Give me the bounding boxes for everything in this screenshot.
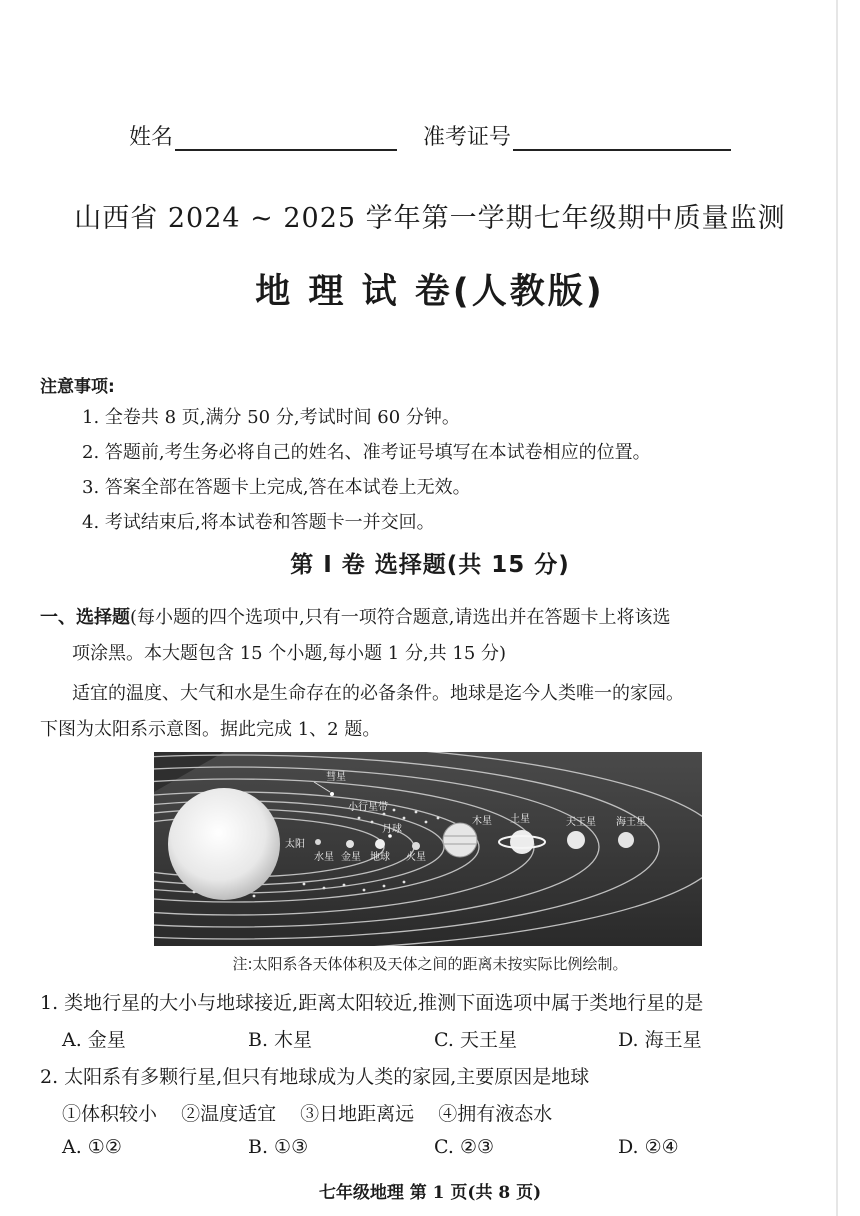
question-intro [40,600,830,672]
label-neptune: 海王星 [616,817,646,828]
page-footer: 七年级地理 第 1 页(共 8 页) [318,1183,542,1203]
mercury [315,839,321,845]
page-edge-rule [836,0,838,1216]
option-a[interactable]: A. ①② [62,1136,122,1158]
exam-id-blank-line[interactable] [513,129,731,151]
earth [375,839,385,849]
question-2-statements [62,1099,570,1126]
solar-system-figure [154,752,702,946]
label-sun: 太阳 [285,839,305,850]
name-blank-line[interactable] [175,129,397,151]
notes-item: 1. 全卷共 8 页,满分 50 分,考试时间 60 分钟。 [82,407,460,428]
label-saturn: 土星 [510,814,530,825]
uranus [567,831,585,849]
notes-item: 4. 考试结束后,将本试卷和答题卡一并交回。 [82,512,435,533]
option-b[interactable]: B. 木星 [248,1029,313,1051]
label-mars: 火星 [406,852,426,863]
statement-2: ②温度适宜 [181,1103,277,1125]
neptune [618,832,634,848]
statement-3: ③日地距离远 [300,1103,415,1125]
option-b[interactable]: B. ①③ [248,1136,309,1158]
jupiter [443,823,477,857]
label-jupiter: 木星 [472,816,492,827]
option-d[interactable]: D. 海王星 [618,1029,702,1051]
question-2-stem: 2. 太阳系有多颗行星,但只有地球成为人类的家园,主要原因是地球 [40,1066,590,1088]
saturn [510,830,534,854]
name-label: 姓名 [128,125,173,150]
question-1-stem: 1. 类地行星的大小与地球接近,距离太阳较近,推测下面选项中属于类地行星的是 [40,992,704,1014]
notes-list [82,400,822,540]
option-c[interactable]: C. 天王星 [434,1029,517,1051]
sun [168,788,280,900]
question-type-lead: 一、选择题 [40,607,130,628]
label-asteroid-belt: 小行星带 [348,802,388,813]
statement-1: ①体积较小 [62,1103,158,1125]
label-earth: 地球 [370,852,390,863]
material-line: 适宜的温度、大气和水是生命存在的必备条件。地球是迄今人类唯一的家园。 [72,683,684,704]
figure-caption: 注:太阳系各天体体积及天体之间的距离未按实际比例绘制。 [232,955,628,973]
material-paragraph [40,676,830,748]
question-instructions: (每小题的四个选项中,只有一项符合题意,请选出并在答题卡上将该选 [130,607,671,628]
notes-heading: 注意事项: [40,377,115,397]
notes-item: 3. 答案全部在答题卡上完成,答在本试卷上无效。 [82,477,471,498]
exam-title: 山西省 2024 ~ 2025 学年第一学期七年级期中质量监测 [74,203,786,234]
label-venus: 金星 [341,852,361,863]
label-comet: 彗星 [326,772,346,783]
notes-item: 2. 答题前,考生务必将自己的姓名、准考证号填写在本试卷相应的位置。 [82,442,651,463]
subject-title: 地 理 试 卷(人教版) [255,272,605,312]
option-d[interactable]: D. ②④ [618,1136,679,1158]
venus [346,840,354,848]
comet [330,792,334,796]
label-moon: 月球 [382,824,402,835]
question-instructions-cont: 项涂黑。本大题包含 15 个小题,每小题 1 分,共 15 分) [72,643,507,664]
candidate-fields [0,120,860,151]
exam-id-field[interactable] [423,120,731,151]
option-c[interactable]: C. ②③ [434,1136,495,1158]
mars [412,842,420,850]
label-mercury: 水星 [314,852,334,863]
material-line: 下图为太阳系示意图。据此完成 1、2 题。 [40,719,381,740]
label-uranus: 天王星 [566,817,596,828]
section-title: 第 I 卷 选择题(共 15 分) [290,552,570,578]
solar-system-diagram [154,752,702,946]
exam-id-label: 准考证号 [423,125,512,150]
option-a[interactable]: A. 金星 [62,1029,126,1051]
name-field[interactable] [129,120,397,151]
statement-4: ④拥有液态水 [438,1103,553,1125]
